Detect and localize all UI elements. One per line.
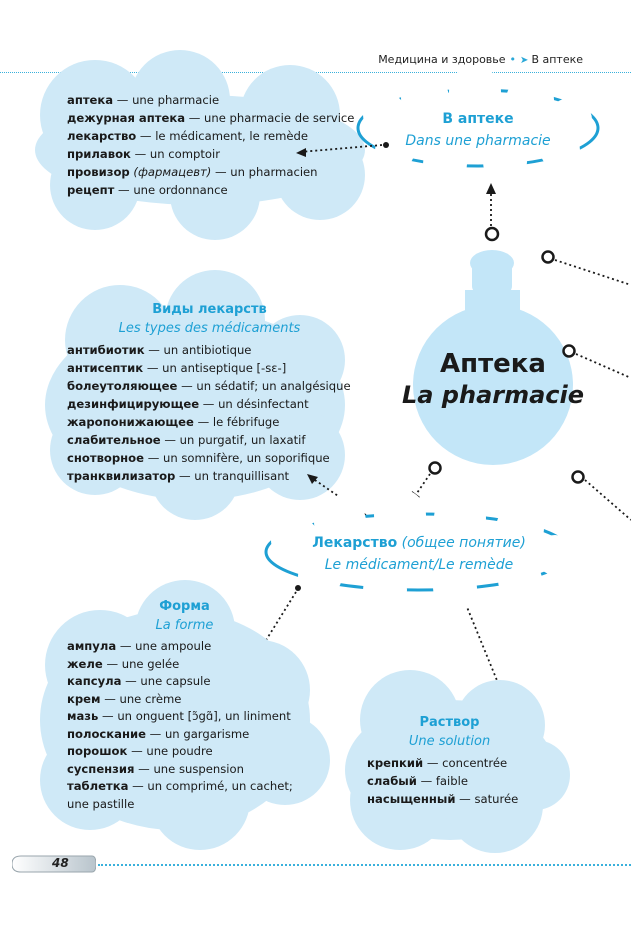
vocab-pharmacy-list <box>67 91 354 199</box>
list-item: антибиотик — un antibiotique <box>67 343 252 357</box>
list-item: дежурная аптека — une pharmacie de service <box>67 111 355 125</box>
topic-bubble-text <box>388 108 568 152</box>
list-item: суспензия — une suspension <box>67 761 244 776</box>
types-title-fr: Les types des médicaments <box>118 321 301 336</box>
page-number: 48 <box>52 856 69 870</box>
title-ru: Аптека <box>440 349 546 379</box>
title-fr: La pharmacie <box>401 381 585 409</box>
form-title-fr: La forme <box>155 618 214 633</box>
bottom-dotted-rule <box>98 864 631 866</box>
list-item: лекарство — le médicament, le remède <box>67 129 309 143</box>
list-item: провизор (фармацевт) — un pharmacien <box>67 165 318 179</box>
list-item: капсула — une capsule <box>67 674 211 688</box>
medicine-bubble-text <box>288 532 550 576</box>
breadcrumb-current: В аптеке <box>531 53 583 66</box>
list-item: слабый — faible <box>367 774 468 788</box>
list-item: болеутоляющее — un sédatif; un analgésique <box>67 379 351 393</box>
list-item: желе — une gelée <box>67 656 180 671</box>
solution-title-fr: Une solution <box>408 734 491 749</box>
list-item: жаропонижающее — le fébrifuge <box>67 415 280 429</box>
list-item: дезинфицирующее — un désinfectant <box>67 397 309 411</box>
list-item: рецепт — une ordonnance <box>67 183 228 197</box>
list-item: аптека — une pharmacie <box>67 93 220 107</box>
list-item: ампула — une ampoule <box>67 639 212 653</box>
list-item: мазь — un onguent [ɔ̃gɑ̃], un liniment <box>67 709 291 723</box>
list-item: прилавок — un comptoir <box>67 147 221 161</box>
list-item: насыщенный — saturée <box>367 792 519 806</box>
topic-title-ru: В аптеке <box>442 111 514 127</box>
list-item: транквилизатор — un tranquillisant <box>67 469 290 483</box>
arrow-right-icon: ➤ <box>520 55 529 66</box>
list-item: таблетка — un comprimé, un cachet; <box>67 779 293 793</box>
dot-separator-icon: • <box>509 53 517 66</box>
solution-block <box>367 713 532 808</box>
list-item: крепкий — concentrée <box>367 756 508 770</box>
medicine-title-ru: Лекарство (общее понятие) <box>312 535 526 551</box>
list-item: полоскание — un gargarisme <box>67 726 250 741</box>
page-title <box>395 348 591 410</box>
list-item: порошок — une poudre <box>67 744 213 758</box>
types-block <box>67 300 352 485</box>
types-title-ru: Виды лекарств <box>152 302 267 317</box>
breadcrumb-section: Медицина и здоровье <box>378 53 506 66</box>
list-item: une pastille <box>67 796 135 811</box>
solution-title-ru: Раствор <box>419 715 480 730</box>
form-title-ru: Форма <box>159 599 210 614</box>
list-item: слабительное — un purgatif, un laxatif <box>67 433 306 447</box>
medicine-title-fr: Le médicament/Le remède <box>324 557 514 573</box>
list-item: антисептик — un antiseptique [-sɛ-] <box>67 361 287 375</box>
topic-title-fr: Dans une pharmacie <box>405 133 551 149</box>
list-item: снотворное — un somnifère, un soporifique <box>67 451 330 465</box>
list-item: крем — une crème <box>67 691 182 706</box>
form-block <box>67 597 302 813</box>
